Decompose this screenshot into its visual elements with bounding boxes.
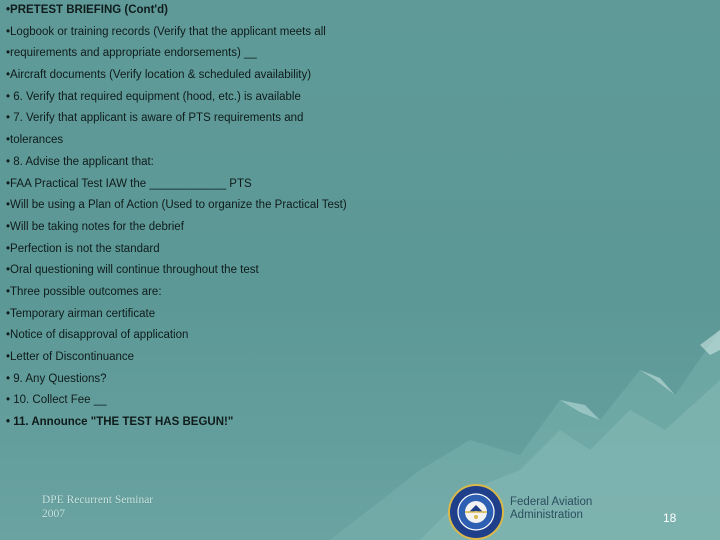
bullet-line: •Will be taking notes for the debrief xyxy=(6,220,184,233)
agency-name xyxy=(510,496,592,521)
bullet-line: •Temporary airman certificate xyxy=(6,307,156,320)
bullet-line: •tolerances xyxy=(6,134,64,147)
bullet-line: •Letter of Discontinuance xyxy=(6,351,135,363)
bullet-line: •Logbook or training records (Verify that the applicant meets all xyxy=(6,25,326,38)
bullet-line: • 9. Any Questions? xyxy=(6,372,107,385)
faa-seal-icon xyxy=(448,484,504,540)
bullet-line: •Three possible outcomes are: xyxy=(6,285,162,298)
bullet-line: • 6. Verify that required equipment (hood, etc.) is available xyxy=(6,90,301,103)
footer-seminar-line1: DPE Recurrent Seminar xyxy=(42,494,154,506)
page-number: 18 xyxy=(663,511,677,525)
agency-line2: Administration xyxy=(510,508,583,521)
bullet-line: • 11. Announce "THE TEST HAS BEGUN!" xyxy=(6,416,234,429)
bullet-line: •FAA Practical Test IAW the ____________ PTS xyxy=(6,177,252,190)
bullet-line: • 8. Advise the applicant that: xyxy=(6,155,154,168)
footer-seminar-title xyxy=(42,493,153,521)
bullet-line: •Oral questioning will continue throughout the test xyxy=(6,264,259,277)
bullet-line: •PRETEST BRIEFING (Cont'd) xyxy=(6,4,168,16)
bullet-line: •Notice of disapproval of application xyxy=(6,329,189,342)
bullet-list xyxy=(6,0,706,434)
bullet-line: •Aircraft documents (Verify location & scheduled availability) xyxy=(6,69,312,82)
bullet-line: • 10. Collect Fee __ xyxy=(6,394,107,407)
agency-line1: Federal Aviation xyxy=(510,496,593,508)
bullet-line: •requirements and appropriate endorsements) __ xyxy=(6,47,257,60)
bullet-line: • 7. Verify that applicant is aware of PTS requirements and xyxy=(6,112,304,125)
bullet-line: •Will be using a Plan of Action (Used to organize the Practical Test) xyxy=(6,199,347,212)
bullet-line: •Perfection is not the standard xyxy=(6,242,160,255)
footer-seminar-line2: 2007 xyxy=(42,508,65,520)
